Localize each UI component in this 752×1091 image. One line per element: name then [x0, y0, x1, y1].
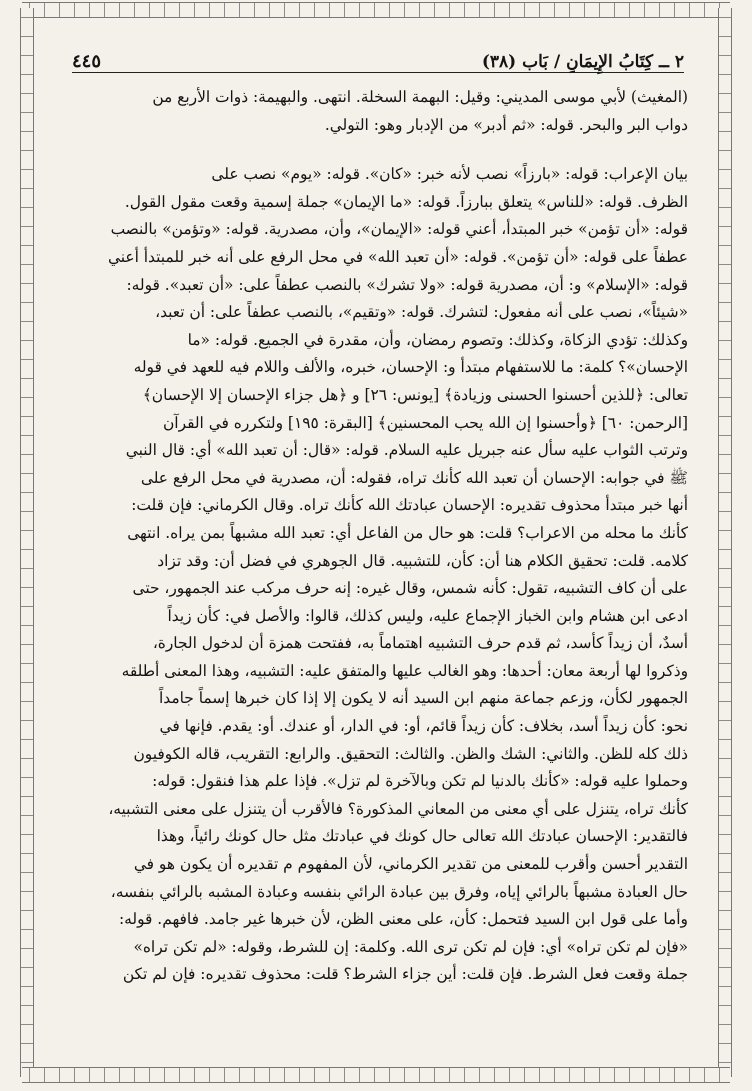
- text-line: فالتقدير: الإحسان عبادتك الله تعالى حال كونك في عبادتك مثل حال كونك رائياً، وهذا: [156, 827, 688, 846]
- text-line: بيان الإعراب: قوله: «بارزاً» نصب لأنه خبر: «كان». قوله: «يوم» نصب على: [211, 165, 688, 184]
- page-header: [72, 42, 684, 73]
- text-line: كأنك تراه، يتنزل على أي معنى من المعاني المذكورة؟ فالأقرب أن يتنزل على معنى التشبيه،: [108, 799, 688, 818]
- text-line: ادعى ابن هشام وابن الخباز الإجماع عليه، وليس كذلك، قالوا: والأصل في: كأن زيداً: [167, 606, 688, 625]
- bottom-ornamental-border: [22, 1067, 730, 1083]
- text-line: تعالى: ﴿للذين أحسنوا الحسنى وزيادة﴾ [يونس: ٢٦] و ﴿هل جزاء الإحسان إلا الإحسان﴾: [142, 385, 688, 404]
- text-line: نحو: كأن زيداً أسد، بخلاف: كأن زيداً قائم، أو: في الدار، أو عندك. أو: يقدم. فإنها في: [159, 717, 688, 736]
- text-line: وذكروا لها أربعة معان: أحدها: وهو الغالب عليها والمتفق عليه: التشبيه، وهذا المعنى أطلقه: [121, 661, 688, 680]
- text-line: حال العبادة مشبهاً بالرائي إياه، وفرق بين عبادة الرائي بنفسه وعبادة المشبه بالرائي بنفسه،: [110, 882, 688, 901]
- text-line: أسدٌ، أن زيداً كأسد، ثم قدم حرف التشبيه اهتماماً به، ففتحت همزة أن لدخول الجارة،: [152, 634, 688, 653]
- text-line: الجمهور لكأن، وزعم جماعة منهم ابن السيد أنه لا يكون إلا إذا كان خبرها إسماً جامداً: [159, 689, 688, 708]
- page-body: [58, 84, 688, 1054]
- text-line: وأما على قول ابن السيد فتحمل: كأن، على معنى الظن، لأن خبرها غير جامد. فافهم. قوله:: [118, 910, 688, 929]
- text-line: جملة وقعت فعل الشرط. فإن قلت: أين جزاء الشرط؟ قلت: محذوف تقديره: فإن لم تكن: [122, 965, 688, 984]
- text-line: [الرحمن: ٦٠] ﴿وأحسنوا إن الله يحب المحسنين﴾ [البقرة: ١٩٥] ولتكرره في القرآن: [163, 413, 688, 432]
- top-ornamental-border: [22, 2, 730, 18]
- text-line: كأنك ما محله من الاعراب؟ قلت: هو حال من الفاعل أي: تعبد الله مشبهاً بمن يراه. انتهى: [127, 523, 688, 542]
- text-line: وترتب الثواب عليه سأل عنه جبريل عليه السلام. قوله: «قال: أن تعبد الله» أي: قال النبي: [125, 441, 688, 460]
- text-line: الظرف. قوله: «للناس» يتعلق ببارزاً. قوله: «ما الإيمان» جملة إسمية وقعت مقول القول.: [124, 192, 688, 211]
- text-line: قوله: «أن تؤمن» خبر المبتدأ، أعني قوله: «الإيمان»، وأن، مصدرية. قوله: «وتؤمن» بالنصب: [110, 220, 688, 239]
- text-line: قوله: «الإسلام» و: أن، مصدرية قوله: «ولا تشرك» بالنصب عطفاً على: «أن تعبد». قوله:: [126, 275, 688, 294]
- paragraph-1: [58, 84, 688, 139]
- text-line: وكذلك: تؤدي الزكاة، وكذلك: وتصوم رمضان، وأن، مقدرة في الجميع. قوله: «ما: [187, 330, 688, 349]
- page-number: ٤٤٥: [72, 51, 102, 72]
- text-line: التقدير أحسن وأقرب للمعنى من تقدير الكرماني، لأن المفهوم م تقديره أن يكون هو في: [133, 855, 688, 874]
- text-line: عطفاً على قوله: «أن تؤمن». قوله: «أن تعبد الله» في محل الرفع على أنه خبر للمبتدأ أعني: [107, 247, 688, 266]
- text-line: دواب البر والبحر. قوله: «ثم أدبر» من الإدبار وهو: التولي.: [324, 115, 688, 134]
- text-line: ﷺ في جوابه: الإحسان أن تعبد الله كأنك تراه، فقوله: أن، مصدرية في محل الرفع على: [140, 468, 688, 487]
- text-line: كلامه. قلت: تحقيق الكلام هنا أن: كأن، للتشبيه. قال الجوهري في فضل أن: وقد تزاد: [157, 551, 688, 570]
- text-line: (المغيث) لأبي موسى المديني: وقيل: البهمة السخلة. انتهى. والبهيمة: ذوات الأربع من: [152, 88, 688, 106]
- text-line: ذلك كله للظن. والثاني: الشك والظن. والثالث: التحقيق. والرابع: التقريب، قاله الكوفيون: [133, 744, 688, 763]
- text-line: أنها خبر مبتدأ محذوف تقديره: الإحسان عبادتك الله كأنك تراه. وقال الكرماني: فإن قلت:: [131, 496, 688, 515]
- text-line: على أن كاف التشبيه، تقول: كأنه شمس، وقال غيره: إنه حرف مركب عند الجمهور، حتى: [132, 579, 688, 598]
- left-ornamental-border: [20, 8, 34, 1077]
- text-line: الإحسان»؟ كلمة: ما للاستفهام مبتدأ و: الإحسان، خبره، والألف واللام فيه للعهد في قوله: [133, 358, 688, 377]
- text-line: «فإن لم تكن تراه» أي: فإن لم تكن ترى الله. وكلمة: إن للشرط، وقوله: «لم تكن تراه»: [133, 937, 688, 956]
- right-ornamental-border: [718, 8, 732, 1077]
- text-line: «شيئاً»، نصب على أنه مفعول: لتشرك. قوله: «وتقيم»، بالنصب عطفاً على: أن تعبد،: [155, 303, 688, 322]
- text-line: وحملوا عليه قوله: «كأنك بالدنيا لم تكن وبالآخرة لم تزل». فإذا علم هذا فنقول: قوله:: [152, 772, 688, 791]
- paragraph-2: [58, 161, 688, 989]
- running-head: ٢ ــ كِتَابُ الإِيمَانِ / بَاب (٣٨): [481, 52, 684, 72]
